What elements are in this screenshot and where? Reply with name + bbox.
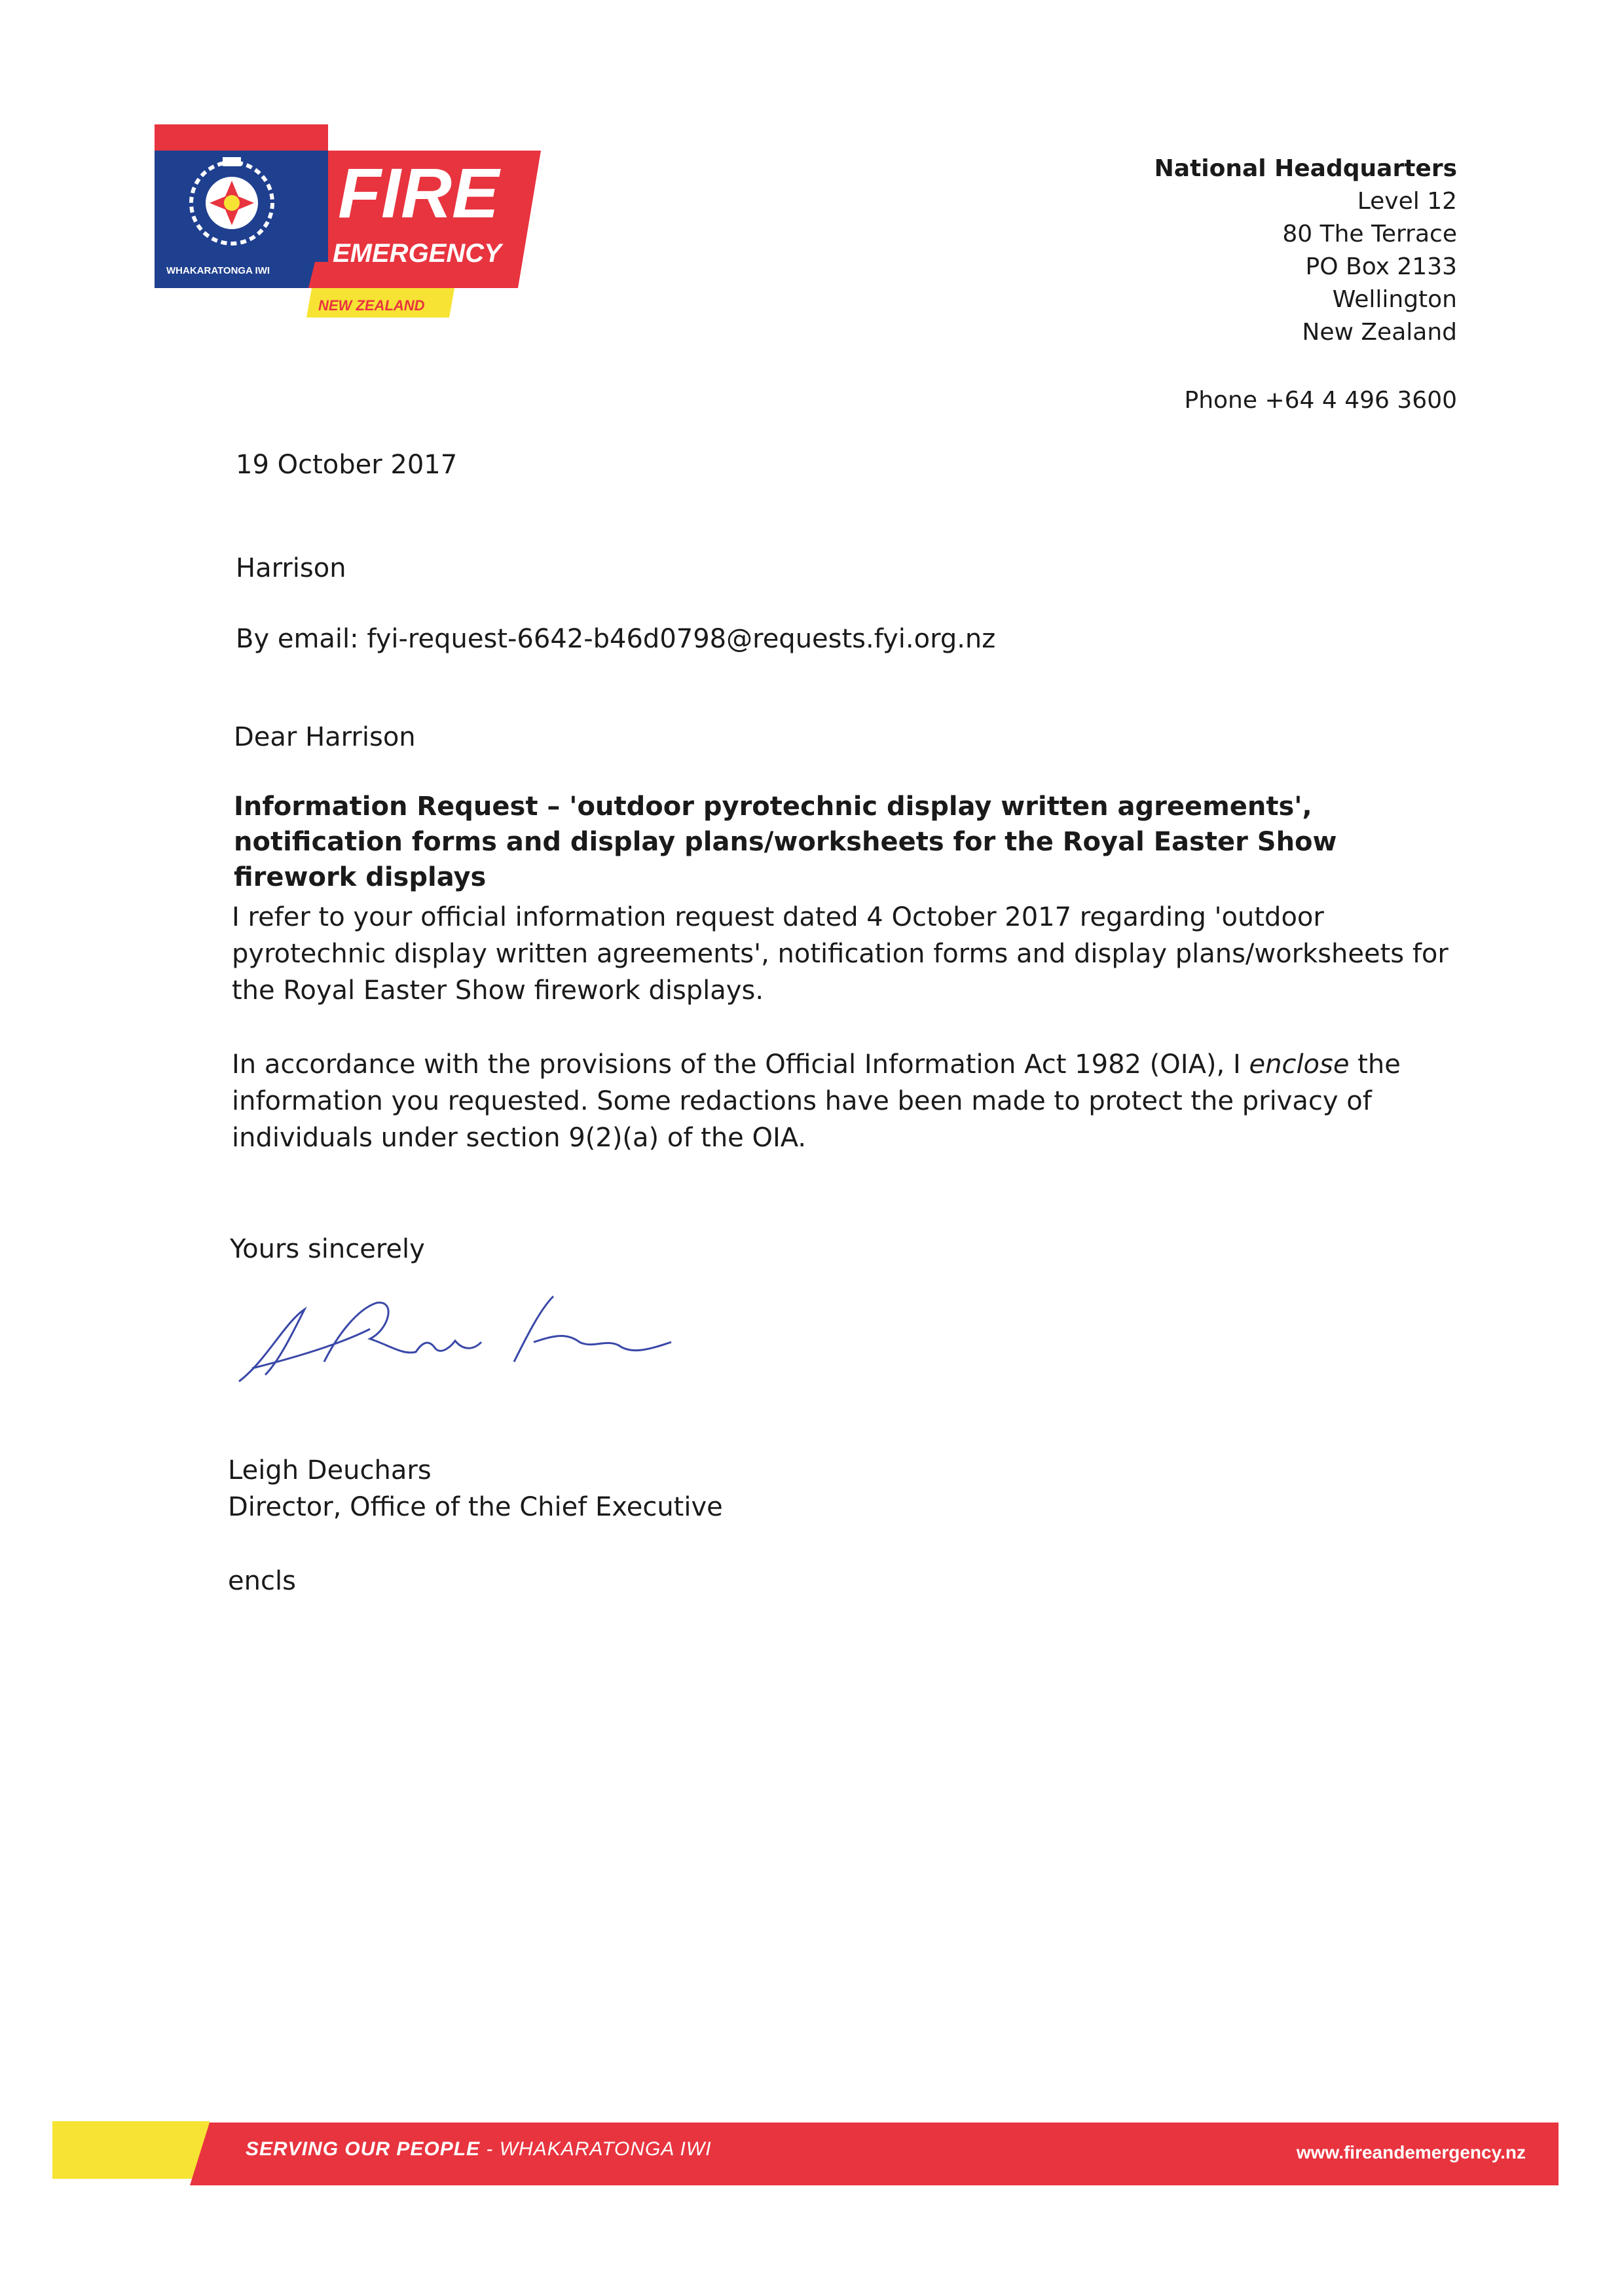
paragraph-2 [232, 1046, 1463, 1156]
footer-tagline-strong: SERVING OUR PEOPLE [246, 2138, 481, 2160]
enclosures-note: encls [228, 1566, 296, 1596]
logo-country: NEW ZEALAND [318, 297, 425, 314]
logo-maori-name: WHAKARATONGA IWI [166, 265, 270, 276]
footer-tagline-rest: - WHAKARATONGA IWI [480, 2138, 712, 2160]
salutation: Dear Harrison [234, 722, 416, 752]
footer-website-link[interactable]: www.fireandemergency.nz [1296, 2142, 1526, 2162]
phone-number: Phone +64 4 496 3600 [1184, 387, 1457, 414]
recipient-email: By email: fyi-request-6642-b46d0798@requests.fyi.org.nz [236, 624, 996, 654]
address-level: Level 12 [1357, 188, 1457, 215]
address-po-box: PO Box 2133 [1305, 253, 1457, 280]
address-country: New Zealand [1302, 319, 1457, 346]
signer-title: Director, Office of the Chief Executive [228, 1492, 723, 1522]
address-block [1154, 153, 1457, 349]
logo-brand-line1: FIRE [338, 153, 500, 232]
letter-date: 19 October 2017 [236, 450, 458, 480]
paragraph-2-end: the information you requested. Some redactions have been made to protect the privacy of individuals under section 9(2)(a) of the OIA. [232, 1049, 1401, 1153]
subject-line: Information Request – 'outdoor pyrotechnic display written agreements', notification forms and display plans/worksheets for the Royal Easter Show firework displays [234, 792, 1337, 892]
recipient-name: Harrison [236, 553, 346, 583]
signer-name: Leigh Deuchars [228, 1455, 432, 1485]
fire-emergency-logo [155, 124, 541, 321]
signature-graphic [226, 1283, 697, 1388]
closing: Yours sincerely [230, 1234, 425, 1264]
paragraph-2-emphasis: enclose [1249, 1049, 1350, 1080]
footer-tagline [246, 2138, 712, 2160]
logo-brand-line2: EMERGENCY [333, 239, 502, 268]
logo-graphic [155, 124, 541, 321]
handwritten-signature [226, 1283, 697, 1388]
office-name: National Headquarters [1154, 155, 1457, 182]
paragraph-2-start: In accordance with the provisions of the Official Information Act 1982 (OIA), I [232, 1049, 1249, 1080]
address-city: Wellington [1332, 286, 1457, 313]
paragraph-1: I refer to your official information request dated 4 October 2017 regarding 'outdoor pyrotechnic display written agreements', notification forms and display plans/worksheets for the Royal Easter Show firework displays. [232, 902, 1449, 1006]
footer-yellow-block [52, 2121, 210, 2179]
address-street: 80 The Terrace [1282, 221, 1457, 247]
footer-band [52, 2121, 1565, 2193]
